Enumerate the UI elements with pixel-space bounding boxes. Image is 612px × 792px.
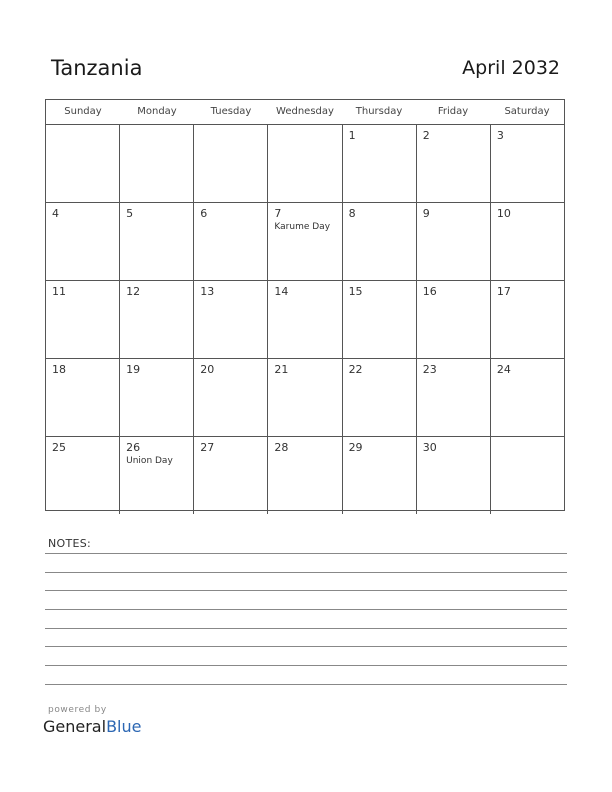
day-number: 19 — [126, 363, 141, 376]
notes-line — [45, 590, 567, 591]
day-cell — [417, 359, 491, 436]
day-cell — [268, 281, 342, 358]
day-cell — [343, 359, 417, 436]
brand-general: General — [43, 717, 107, 736]
day-cell — [194, 281, 268, 358]
day-cell — [268, 203, 342, 280]
weekday-header-wednesday: Wednesday — [276, 106, 334, 117]
day-number: 1 — [348, 129, 356, 142]
weekday-header-monday: Monday — [137, 106, 177, 117]
day-number: 29 — [348, 441, 363, 454]
day-cell — [268, 359, 342, 436]
day-cell — [491, 359, 564, 436]
day-cell — [491, 203, 564, 280]
day-cell — [46, 359, 120, 436]
notes-line — [45, 609, 567, 610]
notes-line — [45, 553, 567, 554]
week-row — [46, 203, 564, 281]
calendar-grid — [45, 99, 565, 511]
day-number: 28 — [274, 441, 289, 454]
week-row — [46, 281, 564, 359]
day-number: 15 — [348, 285, 363, 298]
week-row — [46, 125, 564, 203]
day-cell — [120, 281, 194, 358]
holiday-label: Union Day — [126, 456, 173, 466]
day-cell — [491, 281, 564, 358]
day-cell — [417, 437, 491, 514]
day-number: 5 — [126, 207, 134, 220]
day-number: 9 — [422, 207, 430, 220]
day-cell — [46, 437, 120, 514]
day-cell — [194, 437, 268, 514]
day-number: 2 — [422, 129, 430, 142]
day-cell — [343, 281, 417, 358]
day-cell — [417, 125, 491, 202]
day-number: 10 — [496, 207, 511, 220]
weekday-header-friday: Friday — [437, 106, 469, 117]
day-number: 13 — [200, 285, 215, 298]
day-number: 7 — [274, 207, 282, 220]
notes-line — [45, 684, 567, 685]
page-title-country: Tanzania — [51, 56, 143, 80]
day-number: 8 — [348, 207, 356, 220]
day-cell — [491, 125, 564, 202]
day-cell — [417, 203, 491, 280]
week-row — [46, 437, 564, 514]
day-cell — [268, 125, 342, 202]
notes-label: NOTES: — [48, 537, 92, 550]
day-number: 6 — [200, 207, 208, 220]
day-cell — [194, 125, 268, 202]
day-number: 18 — [52, 363, 66, 376]
day-cell — [343, 203, 417, 280]
day-cell — [417, 281, 491, 358]
day-cell — [343, 437, 417, 514]
day-number: 4 — [52, 207, 59, 220]
weekday-header-tuesday: Tuesday — [210, 106, 252, 117]
notes-line — [45, 646, 567, 647]
day-number: 16 — [422, 285, 437, 298]
day-cell — [268, 437, 342, 514]
day-number: 23 — [422, 363, 437, 376]
notes-line — [45, 628, 567, 629]
day-number: 26 — [126, 441, 141, 454]
day-cell — [194, 359, 268, 436]
day-number: 14 — [274, 285, 289, 298]
weekday-header-thursday: Thursday — [355, 106, 403, 117]
day-number: 17 — [496, 285, 511, 298]
day-cell — [120, 203, 194, 280]
weekday-header-saturday: Saturday — [504, 106, 550, 117]
brand-blue: Blue — [106, 717, 142, 736]
week-row — [46, 359, 564, 437]
day-cell — [491, 437, 564, 514]
day-number: 24 — [496, 363, 511, 376]
generalblue-logo — [43, 717, 141, 736]
day-cell — [120, 359, 194, 436]
day-cell — [46, 125, 120, 202]
day-number: 27 — [200, 441, 215, 454]
page-title-month: April 2032 — [462, 57, 560, 79]
day-number: 3 — [496, 129, 504, 142]
day-cell — [194, 203, 268, 280]
day-number: 12 — [126, 285, 141, 298]
day-cell — [120, 437, 194, 514]
day-number: 11 — [52, 285, 66, 298]
notes-line — [45, 665, 567, 666]
day-cell — [120, 125, 194, 202]
day-cell — [343, 125, 417, 202]
weekday-header-row — [46, 100, 564, 125]
notes-line — [45, 572, 567, 573]
day-number: 21 — [274, 363, 289, 376]
day-number: 30 — [422, 441, 437, 454]
holiday-label: Karume Day — [274, 222, 331, 232]
day-cell — [46, 203, 120, 280]
day-cell — [46, 281, 120, 358]
day-number: 20 — [200, 363, 215, 376]
day-number: 22 — [348, 363, 363, 376]
weekday-header-sunday: Sunday — [64, 106, 102, 117]
day-number: 25 — [52, 441, 66, 454]
powered-by-text: powered by — [48, 705, 107, 715]
